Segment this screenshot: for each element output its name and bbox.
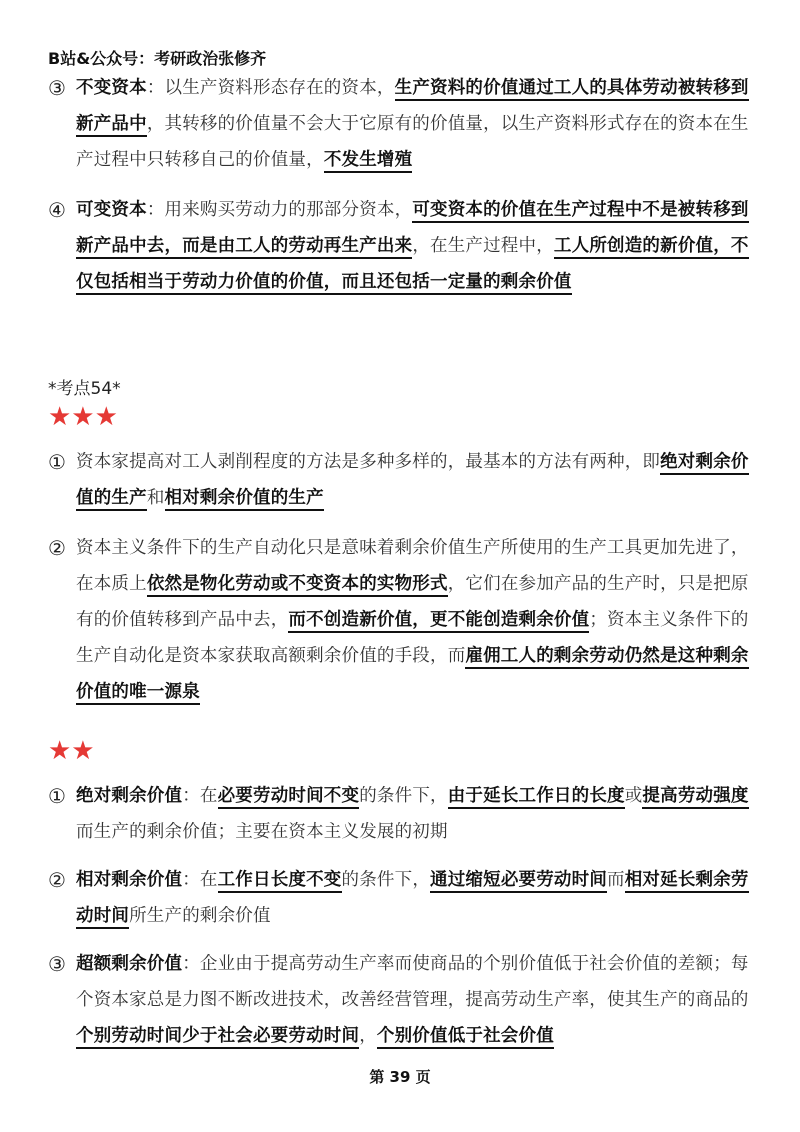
body-text: 的条件下， xyxy=(341,870,431,890)
term-label: 相对剩余价值 xyxy=(76,870,183,890)
item-number: ② xyxy=(48,868,67,892)
page-number: 第 39 页 xyxy=(369,1068,431,1086)
highlighted-text: 由于延长工作日的长度 xyxy=(448,786,625,809)
list-item xyxy=(48,192,758,300)
term-label: 超额剩余价值 xyxy=(76,954,183,974)
list-item xyxy=(48,946,758,1054)
body-text: ；资本主义条件下的生产自动化是资本家获取高额剩余价值的手段，而 xyxy=(76,610,749,666)
body-text: ：企业由于提高劳动生产率而使商品的个别价值低于社会价值的差额；每个资本家总是力图不断改进技术，改善经营管理，提高劳动生产率，使其生产的商品的 xyxy=(76,954,749,1010)
kaodian-label: *考点54* xyxy=(48,379,121,399)
highlighted-text: 工人所创造的新价值，不仅包括相当于劳动力价值的价值，而且还包括一定量的剩余价值 xyxy=(76,236,749,295)
body-text: ， xyxy=(359,1026,377,1046)
list-item xyxy=(48,862,758,934)
body-text: 所生产的剩余价值 xyxy=(129,906,271,926)
importance-stars-2: ★★ xyxy=(48,736,95,766)
body-text: 而 xyxy=(607,870,625,890)
item-number: ① xyxy=(48,784,67,808)
highlighted-text: 通过缩短必要劳动时间 xyxy=(430,870,607,893)
highlighted-text: 个别劳动时间少于社会必要劳动时间 xyxy=(76,1026,359,1049)
term-label: 可变资本 xyxy=(76,200,147,220)
highlighted-text: 提高劳动强度 xyxy=(642,786,748,809)
body-text: 而生产的剩余价值；主要在资本主义发展的初期 xyxy=(76,822,448,842)
body-text: 和 xyxy=(146,488,165,508)
body-text: 资本主义条件下的生产自动化只是意味着剩余价值生产所使用的生产工具更加先进了，在本质上 xyxy=(76,538,749,594)
item-number: ② xyxy=(48,536,67,560)
body-text: ，它们在参加产品的生产时，只是把原有的价值转移到产品中去， xyxy=(76,574,749,630)
highlighted-text: 不发生增殖 xyxy=(324,150,413,173)
highlighted-text: 必要劳动时间不变 xyxy=(218,786,360,809)
highlighted-text: 个别价值低于社会价值 xyxy=(377,1026,554,1049)
item-number: ③ xyxy=(48,952,67,976)
body-text: 的条件下， xyxy=(359,786,448,806)
term-label: 不变资本 xyxy=(76,78,147,98)
item-number: ① xyxy=(48,450,67,474)
highlighted-text: 可变资本的价值在生产过程中不是被转移到新产品中去，而是由工人的劳动再生产出来 xyxy=(76,200,749,259)
page-header: B站&公众号：考研政治张修齐 xyxy=(48,49,267,68)
highlighted-text: 绝对剩余价值的生产 xyxy=(76,452,749,511)
body-text: ，其转移的价值量不会大于它原有的价值量，以生产资料形式存在的资本在生产过程中只转移自己的价值量， xyxy=(76,114,749,170)
highlighted-text: 依然是物化劳动或不变资本的实物形式 xyxy=(147,574,448,597)
list-item xyxy=(48,70,758,178)
term-label: 绝对剩余价值 xyxy=(76,786,183,806)
list-item xyxy=(48,444,758,516)
body-text: ：以生产资料形态存在的资本， xyxy=(146,78,395,98)
highlighted-text: 生产资料的价值通过工人的具体劳动被转移到新产品中 xyxy=(76,78,749,137)
highlighted-text: 雇佣工人的剩余劳动仍然是这种剩余价值的唯一源泉 xyxy=(76,646,749,705)
body-text: ，在生产过程中， xyxy=(412,236,554,256)
body-text: ：在 xyxy=(182,786,218,806)
section-surplus-value-types xyxy=(48,778,758,1054)
section-exploitation-methods xyxy=(48,444,758,710)
list-item xyxy=(48,778,758,850)
highlighted-text: 工作日长度不变 xyxy=(218,870,342,893)
section-capital-types xyxy=(48,70,758,300)
body-text: 资本家提高对工人剥削程度的方法是多种多样的，最基本的方法有两种，即 xyxy=(76,452,661,472)
importance-stars-3: ★★★ xyxy=(48,402,118,432)
highlighted-text: 相对剩余价值的生产 xyxy=(165,488,324,511)
body-text: ：用来购买劳动力的那部分资本， xyxy=(146,200,413,220)
body-text: 或 xyxy=(624,786,643,806)
body-text: ：在 xyxy=(182,870,218,890)
item-number: ③ xyxy=(48,76,67,100)
list-item xyxy=(48,530,758,710)
highlighted-text: 而不创造新价值，更不能创造剩余价值 xyxy=(288,610,589,633)
item-number: ④ xyxy=(48,198,67,222)
highlighted-text: 相对延长剩余劳动时间 xyxy=(76,870,749,929)
